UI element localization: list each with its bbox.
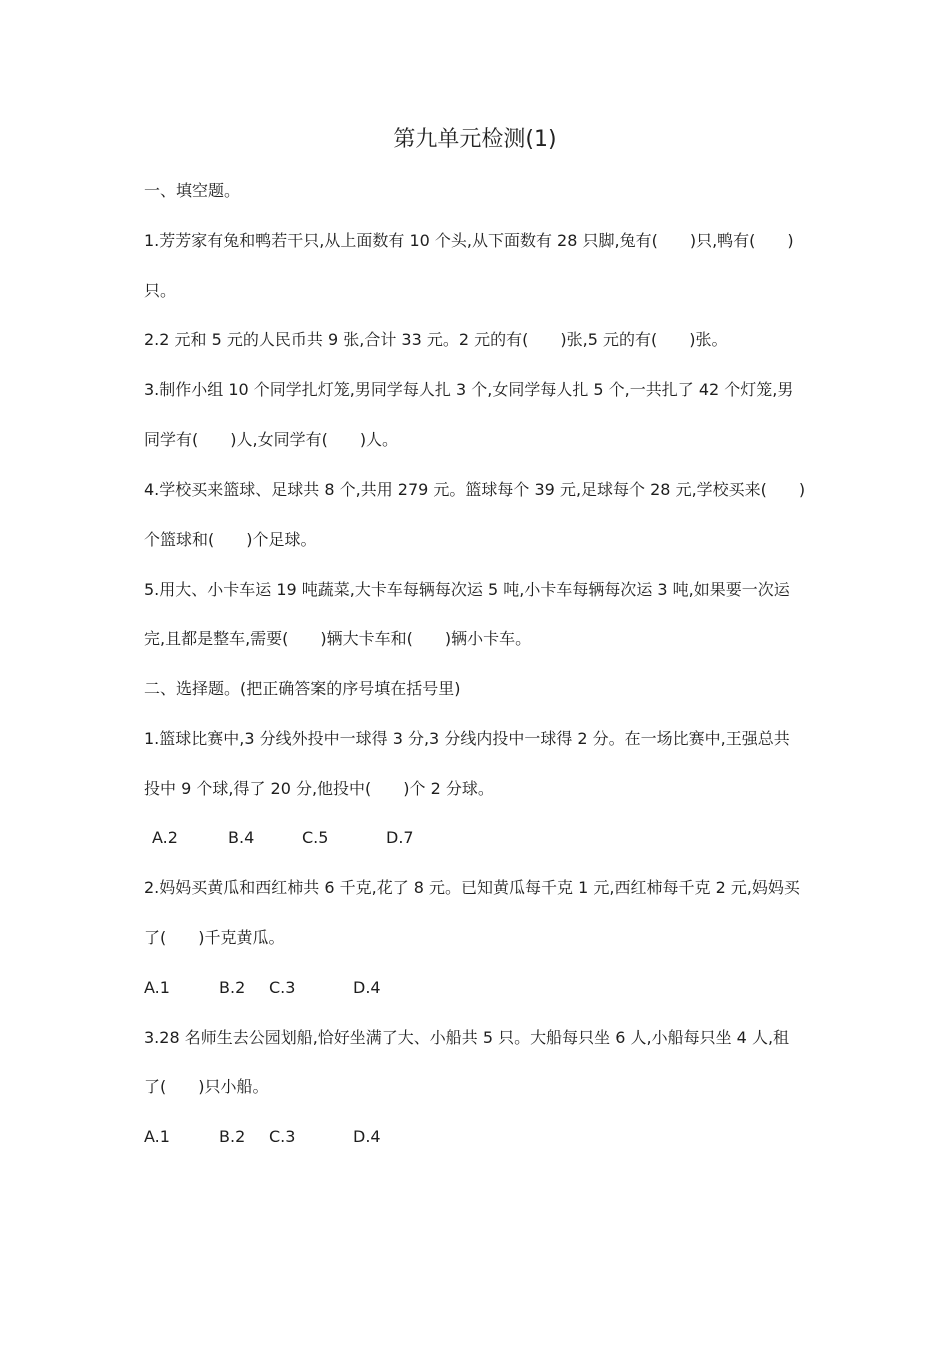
question-2-2-options: [144, 976, 444, 1000]
option-b: B.4: [228, 828, 255, 847]
question-1-1-line-2: 只。: [144, 281, 177, 300]
option-d: D.4: [353, 1127, 381, 1146]
question-1-2-line-1: 2.2 元和 5 元的人民币共 9 张,合计 33 元。2 元的有( )张,5 元的有( )张。: [144, 330, 728, 349]
question-1-4-line-2: 个篮球和( )个足球。: [144, 530, 317, 549]
question-1-5-line-1: 5.用大、小卡车运 19 吨蔬菜,大卡车每辆每次运 5 吨,小卡车每辆每次运 3 吨,如果要一次运: [144, 580, 790, 599]
question-1-3-line-2: 同学有( )人,女同学有( )人。: [144, 430, 399, 449]
question-1-4-line-1: 4.学校买来篮球、足球共 8 个,共用 279 元。篮球每个 39 元,足球每个 28 元,学校买来( ): [144, 480, 806, 499]
question-2-1-options: [152, 826, 452, 850]
option-a: A.1: [144, 978, 170, 997]
question-2-1-line-2: 投中 9 个球,得了 20 分,他投中( )个 2 分球。: [144, 779, 494, 798]
option-d: D.7: [386, 828, 414, 847]
option-d: D.4: [353, 978, 381, 997]
option-a: A.1: [144, 1127, 170, 1146]
option-c: C.3: [269, 1127, 296, 1146]
section-heading-multiple-choice: 二、选择题。(把正确答案的序号填在括号里): [144, 679, 461, 698]
question-2-3-line-2: 了( )只小船。: [144, 1077, 269, 1096]
question-2-3-options: [144, 1125, 444, 1149]
question-1-3-line-1: 3.制作小组 10 个同学扎灯笼,男同学每人扎 3 个,女同学每人扎 5 个,一共扎了 42 个灯笼,男: [144, 380, 794, 399]
option-c: C.3: [269, 978, 296, 997]
question-2-2-line-2: 了( )千克黄瓜。: [144, 928, 285, 947]
option-c: C.5: [302, 828, 329, 847]
option-b: B.2: [219, 1127, 246, 1146]
section-heading-fill-in: 一、填空题。: [144, 181, 241, 200]
option-b: B.2: [219, 978, 246, 997]
option-a: A.2: [152, 828, 178, 847]
page-title: 第九单元检测(1): [393, 127, 557, 152]
question-1-1-line-1: 1.芳芳家有兔和鸭若干只,从上面数有 10 个头,从下面数有 28 只脚,兔有( )只,鸭有( ): [144, 231, 794, 250]
question-1-5-line-2: 完,且都是整车,需要( )辆大卡车和( )辆小卡车。: [144, 629, 532, 648]
question-2-1-line-1: 1.篮球比赛中,3 分线外投中一球得 3 分,3 分线内投中一球得 2 分。在一场比赛中,王强总共: [144, 729, 790, 748]
question-2-2-line-1: 2.妈妈买黄瓜和西红柿共 6 千克,花了 8 元。已知黄瓜每千克 1 元,西红柿每千克 2 元,妈妈买: [144, 878, 800, 897]
question-2-3-line-1: 3.28 名师生去公园划船,恰好坐满了大、小船共 5 只。大船每只坐 6 人,小船每只坐 4 人,租: [144, 1028, 790, 1047]
